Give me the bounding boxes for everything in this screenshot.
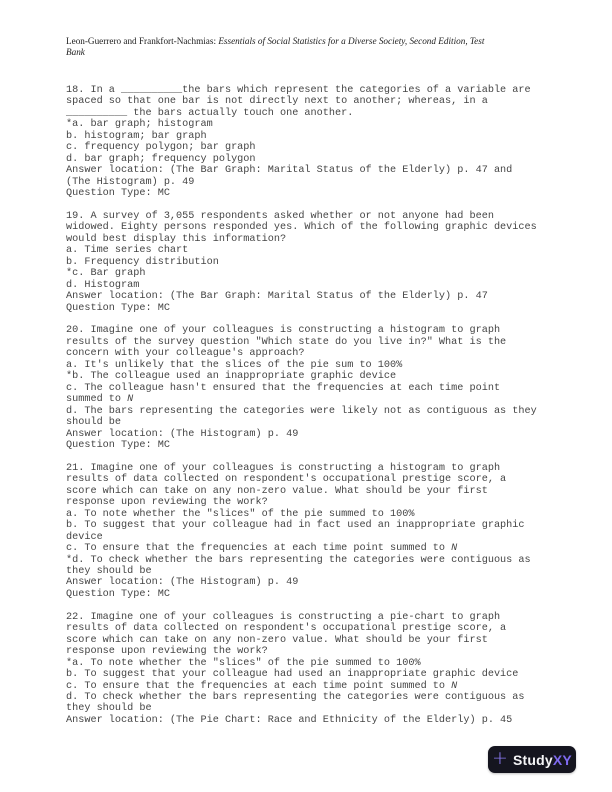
brand-name-primary: Study — [512, 751, 553, 768]
question-block — [66, 211, 558, 314]
question-line: b. To suggest that your colleague had in fact used an inappropriate graphic — [66, 520, 525, 532]
question-line: (The Histogram) p. 49 — [66, 176, 195, 188]
question-line: response upon reviewing the work? — [66, 497, 268, 509]
question-line: c. frequency polygon; bar graph — [66, 142, 256, 154]
question-line: would best display this information? — [66, 233, 287, 245]
plain-text: summed to — [66, 394, 128, 406]
question-line: concern with your colleague's approach? — [66, 348, 305, 360]
question-line: 19. A survey of 3,055 respondents asked whether or not anyone had been — [66, 210, 494, 222]
question-line: a. It's unlikely that the slices of the pie sum to 100% — [66, 359, 403, 371]
question-block — [66, 612, 558, 727]
question-line: results of data collected on respondent's occupational prestige score, a — [66, 623, 507, 635]
document-header — [66, 36, 552, 58]
question-line: *b. The colleague used an inappropriate graphic device — [66, 371, 397, 383]
plain-text: c. To ensure that the frequencies at each time point summed to — [66, 680, 452, 692]
header-line — [66, 47, 552, 58]
brand-name-accent: XY — [552, 751, 572, 768]
plain-text: Leon-Guerrero and Frankfort-Nachmias: — [66, 36, 219, 46]
plain-text: c. To ensure that the frequencies at each time point summed to — [66, 543, 452, 555]
question-line: a. To note whether the "slices" of the pie summed to 100% — [66, 508, 415, 520]
question-line: b. To suggest that your colleague had used an inappropriate graphic device — [66, 669, 519, 681]
questions-container — [66, 85, 558, 738]
question-line: Question Type: MC — [66, 302, 170, 314]
question-line: __________ the bars actually touch one another. — [66, 107, 354, 119]
question-line: Answer location: (The Bar Graph: Marital Status of the Elderly) p. 47 — [66, 291, 488, 303]
question-line — [66, 543, 558, 554]
question-line: d. To check whether the bars representing the categories were contiguous as — [66, 691, 525, 703]
question-line: score which can take on any non-zero value. What should be your first — [66, 634, 488, 646]
header-line — [66, 36, 552, 47]
question-line: d. Histogram — [66, 279, 140, 291]
question-block — [66, 463, 558, 600]
question-line: Answer location: (The Histogram) p. 49 — [66, 577, 299, 589]
question-line: 22. Imagine one of your colleagues is constructing a pie-chart to graph — [66, 611, 501, 623]
question-line: *a. To note whether the "slices" of the pie summed to 100% — [66, 657, 421, 669]
question-line: spaced so that one bar is not directly next to another; whereas, in a — [66, 96, 488, 108]
question-line: widowed. Eighty persons responded yes. Which of the following graphic devices — [66, 222, 537, 234]
question-line: 18. In a __________the bars which represent the categories of a variable are — [66, 85, 531, 96]
italic-text: N — [127, 394, 134, 406]
question-line: results of data collected on respondent's occupational prestige score, a — [66, 474, 507, 486]
question-line: *c. Bar graph — [66, 268, 146, 280]
question-line: b. Frequency distribution — [66, 256, 219, 268]
brand-name — [513, 753, 572, 767]
question-line: a. Time series chart — [66, 245, 189, 257]
question-line: should be — [66, 417, 122, 429]
question-line: Answer location: (The Histogram) p. 49 — [66, 428, 299, 440]
italic-text: Bank — [66, 47, 85, 57]
question-line: d. The bars representing the categories were likely not as contiguous as they — [66, 405, 537, 417]
italic-text: N — [451, 543, 458, 555]
question-line: Answer location: (The Pie Chart: Race and Ethnicity of the Elderly) p. 45 — [66, 714, 513, 726]
question-line: response upon reviewing the work? — [66, 646, 268, 658]
question-line: results of the survey question "Which state do you live in?" What is the — [66, 336, 507, 348]
question-line: *a. bar graph; histogram — [66, 119, 213, 131]
question-line: 21. Imagine one of your colleagues is constructing a histogram to graph — [66, 462, 501, 474]
question-line: device — [66, 531, 103, 543]
italic-text: N — [451, 680, 458, 692]
question-line — [66, 681, 558, 692]
italic-text: Essentials of Social Statistics for a Diverse Society, Second Edition, Test — [218, 36, 485, 46]
question-line: Question Type: MC — [66, 188, 170, 200]
question-line: they should be — [66, 565, 152, 577]
question-line: d. bar graph; frequency polygon — [66, 153, 256, 165]
question-line: Question Type: MC — [66, 440, 170, 452]
question-block — [66, 85, 558, 200]
question-line: Question Type: MC — [66, 588, 170, 600]
question-line: 20. Imagine one of your colleagues is constructing a histogram to graph — [66, 325, 501, 337]
question-line — [66, 394, 558, 405]
question-line: they should be — [66, 703, 152, 715]
studyxy-badge — [488, 746, 576, 773]
plus-icon: + — [492, 747, 508, 769]
question-line: Answer location: (The Bar Graph: Marital Status of the Elderly) p. 47 and — [66, 165, 513, 177]
question-line: *d. To check whether the bars representing the categories were contiguous as — [66, 554, 531, 566]
question-line: score which can take on any non-zero value. What should be your first — [66, 485, 488, 497]
question-block — [66, 325, 558, 451]
question-line: c. The colleague hasn't ensured that the frequencies at each time point — [66, 382, 501, 394]
question-line: b. histogram; bar graph — [66, 130, 207, 142]
